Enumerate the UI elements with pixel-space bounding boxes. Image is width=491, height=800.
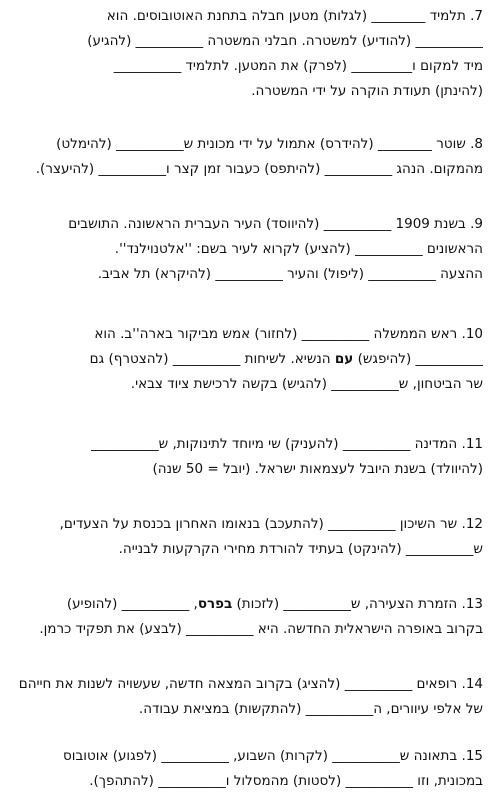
exercise-9 xyxy=(10,212,483,287)
line: 9. בשנת 1909 __________ (להיווסד) העיר העברית הראשונה. התושבים xyxy=(68,216,483,232)
line: 11. המדינה __________ (להעניק) שי מיוחד לתינוקות, ש__________ xyxy=(91,436,483,452)
exercise-15 xyxy=(10,744,483,794)
line: 8. שוטר ________ (להידרס) אתמול על ידי מכונית ש__________ (להימלט) xyxy=(56,136,483,152)
line: (להינתן) תעודת הוקרה על ידי המשטרה. xyxy=(251,83,483,99)
line: __________ (להיפגש) עם הנשיא. לשיחות __________ (להצטרף) גם xyxy=(89,351,483,367)
line: 15. בתאונה ש__________ (לקרות) השבוע, __________ (לפגוע) אוטובוס xyxy=(63,748,483,764)
exercise-12 xyxy=(10,512,483,562)
line: ש__________ (להינקט) בעתיד להורדת מחירי הקרקעות לבנייה. xyxy=(118,541,483,557)
exercise-10 xyxy=(10,322,483,397)
line: מהמקום. הנהג __________ (להיתפס) כעבור זמן קצר ו__________ (להיעצר). xyxy=(35,161,483,177)
line: 7. תלמיד ________ (לגלות) מטען חבלה בתחנת האוטובוסים. הוא xyxy=(106,8,483,24)
line: בקרוב באופרה הישראלית החדשה. היא __________ (לבצע) את תפקיד כרמן. xyxy=(39,621,483,637)
line: 10. ראש הממשלה __________ (לחזור) אמש מביקור בארה''ב. הוא xyxy=(94,326,483,342)
exercise-8 xyxy=(10,132,483,182)
line: שר הביטחון, ש__________ (להגיש) בקשה לרכישת ציוד צבאי. xyxy=(130,376,483,392)
line: (להיוולד) בשנת היובל לעצמאות ישראל. (יובל = 50 שנה) xyxy=(152,461,483,477)
exercise-11 xyxy=(10,432,483,482)
exercise-14 xyxy=(10,672,483,722)
line: 14. רופאים __________ (להציג) בקרוב המצאה חדשה, שעשויה לשנות את חייהם xyxy=(18,676,483,692)
exercise-7 xyxy=(10,4,483,104)
line: הראשונים __________ (להציע) לקרוא לעיר בשם: ''אלטנוילנד''. xyxy=(114,241,483,257)
line: ההצעה __________ (ליפול) והעיר __________ (להיקרא) תל אביב. xyxy=(97,266,483,282)
line: מיד למקום ו_________ (לפרק) את המטען. לתלמיד __________ xyxy=(113,58,483,74)
line: __________ (להודיע) למשטרה. חבלני המשטרה __________ (להגיע) xyxy=(87,33,483,49)
exercise-13 xyxy=(10,592,483,642)
line: 12. שר השיכון __________ (להתעכב) בנאומו האחרון בכנסת על הצעדים, xyxy=(59,516,483,532)
bold-word: בפרס xyxy=(197,596,233,612)
line: במכונית, וזו __________ (לסטות) מהמסלול ו__________ (להתהפך). xyxy=(89,773,483,789)
bold-word: עם xyxy=(334,351,354,367)
line: 13. הזמרת הצעירה, ש__________ (לזכות) בפרס, __________ (להופיע) xyxy=(66,596,483,612)
line: של אלפי עיוורים, ה__________ (להתקשות) במציאת עבודה. xyxy=(138,701,483,717)
